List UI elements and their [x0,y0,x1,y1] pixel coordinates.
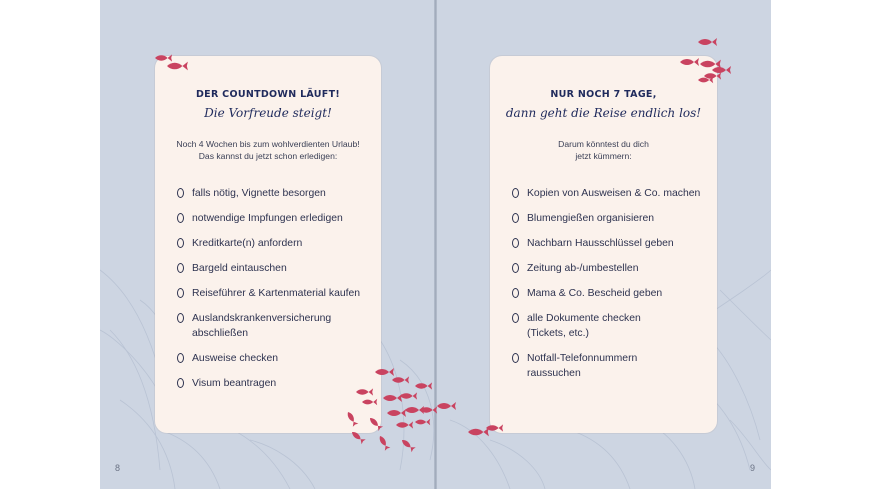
list-item-text: Kopien von Ausweisen & Co. machen [527,188,701,199]
right-headline: NUR NOCH 7 TAGE, [550,89,657,100]
list-item-text: notwendige Impfungen erledigen [192,213,343,224]
list-item-text: Reiseführer & Kartenmaterial kaufen [192,288,361,299]
fish-group-top-left [155,54,188,70]
list-item-text: Mama & Co. Bescheid geben [527,288,663,299]
right-script-subheading: dann geht die Reise endlich los! [505,106,702,120]
page-number-right: 9 [750,463,756,473]
list-item-text: Kreditkarte(n) anfordern [192,238,303,249]
page-number-left: 8 [115,463,121,473]
list-item-text: Visum beantragen [192,378,277,389]
left-intro-line-2: Das kannst du jetzt schon erledigen: [198,151,338,161]
book-spread [100,0,771,489]
left-headline: DER COUNTDOWN LÄUFT! [195,89,341,100]
left-script-subheading: Die Vorfreude steigt! [204,106,332,120]
list-item-text: Bargeld eintauschen [192,263,287,274]
fish-swarm-illustration [100,0,771,489]
list-item-text: Blumengießen organisieren [527,213,655,224]
list-item-text: Notfall-Telefonnummern raussuchen [527,353,638,379]
list-item-text: alle Dokumente checken (Tickets, etc.) [527,313,641,339]
right-intro-line-2: jetzt kümmern: [575,151,632,161]
list-item-text: Auslandskrankenversicherung abschließen [192,313,332,339]
list-item-text: Nachbarn Hausschlüssel geben [527,238,674,249]
list-item-text: Ausweise checken [192,353,279,364]
right-intro-line-1: Darum könntest du dich [558,139,649,149]
left-intro-line-1: Noch 4 Wochen bis zum wohlverdienten Urlaub! [176,139,360,149]
fish-group-bottom-center [345,368,503,452]
fish-group-top-right [680,38,731,83]
list-item-text: Zeitung ab-/umbestellen [527,263,639,274]
list-item-text: falls nötig, Vignette besorgen [192,188,326,199]
